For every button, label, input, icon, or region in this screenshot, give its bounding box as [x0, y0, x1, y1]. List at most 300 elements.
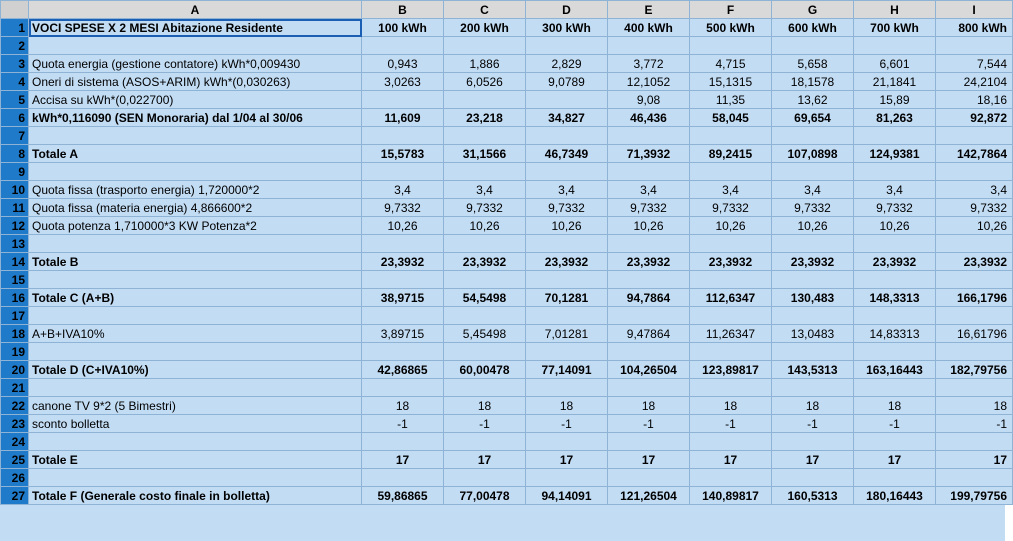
cell-i-value[interactable]: 16,61796	[936, 325, 1013, 343]
table-row	[1, 163, 1013, 181]
column-header-i[interactable]: I	[936, 1, 1013, 19]
cell-c-value[interactable]: 60,00478	[444, 361, 526, 379]
cell-e-value[interactable]: 23,3932	[608, 253, 690, 271]
cell-d-value[interactable]: 34,827	[526, 109, 608, 127]
cell-i-value[interactable]	[936, 271, 1013, 289]
column-header-b[interactable]: B	[362, 1, 444, 19]
cell-e-value[interactable]: 10,26	[608, 217, 690, 235]
cell-d-value[interactable]: 9,0789	[526, 73, 608, 91]
cell-e-value[interactable]: 9,47864	[608, 325, 690, 343]
cell-i-value[interactable]: 18	[936, 397, 1013, 415]
table-row	[1, 91, 1013, 109]
cell-h-value[interactable]: 3,4	[854, 181, 936, 199]
cell-a-label[interactable]	[29, 343, 362, 361]
cell-e-value[interactable]	[608, 235, 690, 253]
cell-h-value[interactable]: 14,83313	[854, 325, 936, 343]
cell-i-value[interactable]: 18,16	[936, 91, 1013, 109]
cell-g-value[interactable]: 143,5313	[772, 361, 854, 379]
cell-d-value[interactable]: 3,4	[526, 181, 608, 199]
cell-d-value[interactable]	[526, 91, 608, 109]
cell-f-value[interactable]: 4,715	[690, 55, 772, 73]
cell-d-value[interactable]: 10,26	[526, 217, 608, 235]
table-row	[1, 469, 1013, 487]
column-header-row	[1, 1, 1013, 19]
cell-i-value[interactable]	[936, 127, 1013, 145]
row-header[interactable]: 7	[1, 127, 29, 145]
cell-d-value[interactable]	[526, 469, 608, 487]
cell-g-value[interactable]: 18	[772, 397, 854, 415]
cell-h-value[interactable]	[854, 127, 936, 145]
cell-d-value[interactable]: 9,7332	[526, 199, 608, 217]
cell-i-value[interactable]: 92,872	[936, 109, 1013, 127]
cell-c-value[interactable]	[444, 91, 526, 109]
table-row	[1, 253, 1013, 271]
cell-i-value[interactable]: 17	[936, 451, 1013, 469]
cell-c-value[interactable]: 9,7332	[444, 199, 526, 217]
cell-e-value[interactable]	[608, 433, 690, 451]
cell-a-label[interactable]: A+B+IVA10%	[29, 325, 362, 343]
cell-d-value[interactable]: 17	[526, 451, 608, 469]
cell-b-value[interactable]	[362, 91, 444, 109]
cell-a-label[interactable]	[29, 163, 362, 181]
cell-b-value[interactable]	[362, 307, 444, 325]
cell-d-value[interactable]: 2,829	[526, 55, 608, 73]
cell-e-value[interactable]: -1	[608, 415, 690, 433]
cell-c-value[interactable]	[444, 433, 526, 451]
cell-d-value[interactable]	[526, 235, 608, 253]
column-header-d[interactable]: D	[526, 1, 608, 19]
cell-a-label[interactable]: Quota potenza 1,710000*3 KW Potenza*2	[29, 217, 362, 235]
cell-f-value[interactable]: 11,26347	[690, 325, 772, 343]
cell-b-value[interactable]	[362, 127, 444, 145]
table-row	[1, 379, 1013, 397]
cell-h-value[interactable]: 700 kWh	[854, 19, 936, 37]
cell-h-value[interactable]: 10,26	[854, 217, 936, 235]
cell-e-value[interactable]: 17	[608, 451, 690, 469]
cell-h-value[interactable]: 148,3313	[854, 289, 936, 307]
cell-g-value[interactable]	[772, 469, 854, 487]
cell-a-label[interactable]	[29, 37, 362, 55]
cell-b-value[interactable]: 38,9715	[362, 289, 444, 307]
cell-f-value[interactable]: 11,35	[690, 91, 772, 109]
cell-c-value[interactable]: 54,5498	[444, 289, 526, 307]
cell-h-value[interactable]	[854, 307, 936, 325]
row-header[interactable]: 4	[1, 73, 29, 91]
cell-d-value[interactable]	[526, 307, 608, 325]
cell-a-label[interactable]	[29, 235, 362, 253]
cell-d-value[interactable]: 46,7349	[526, 145, 608, 163]
cell-i-value[interactable]	[936, 37, 1013, 55]
cell-e-value[interactable]	[608, 271, 690, 289]
cell-g-value[interactable]	[772, 235, 854, 253]
cell-c-value[interactable]	[444, 127, 526, 145]
column-header-g[interactable]: G	[772, 1, 854, 19]
cell-g-value[interactable]	[772, 271, 854, 289]
cell-h-value[interactable]: 15,89	[854, 91, 936, 109]
cell-f-value[interactable]: 89,2415	[690, 145, 772, 163]
cell-b-value[interactable]: 9,7332	[362, 199, 444, 217]
cell-f-value[interactable]	[690, 127, 772, 145]
row-header[interactable]: 1	[1, 19, 29, 37]
cell-d-value[interactable]	[526, 163, 608, 181]
row-header[interactable]: 6	[1, 109, 29, 127]
cell-b-value[interactable]	[362, 163, 444, 181]
table-row	[1, 73, 1013, 91]
table-row	[1, 415, 1013, 433]
row-header[interactable]: 12	[1, 217, 29, 235]
cell-e-value[interactable]: 104,26504	[608, 361, 690, 379]
cell-a-label[interactable]: sconto bolletta	[29, 415, 362, 433]
cell-f-value[interactable]	[690, 379, 772, 397]
cell-e-value[interactable]: 3,4	[608, 181, 690, 199]
cell-i-value[interactable]: 9,7332	[936, 199, 1013, 217]
cell-h-value[interactable]	[854, 469, 936, 487]
column-header-f[interactable]: F	[690, 1, 772, 19]
cell-e-value[interactable]: 9,7332	[608, 199, 690, 217]
cell-d-value[interactable]	[526, 343, 608, 361]
cell-h-value[interactable]: 17	[854, 451, 936, 469]
cell-d-value[interactable]	[526, 379, 608, 397]
cell-f-value[interactable]: 17	[690, 451, 772, 469]
cell-b-value[interactable]: 18	[362, 397, 444, 415]
cell-a-label[interactable]: canone TV 9*2 (5 Bimestri)	[29, 397, 362, 415]
cell-e-value[interactable]	[608, 307, 690, 325]
cell-c-value[interactable]: 5,45498	[444, 325, 526, 343]
cell-g-value[interactable]	[772, 343, 854, 361]
cell-b-value[interactable]: 15,5783	[362, 145, 444, 163]
cell-a-label[interactable]: kWh*0,116090 (SEN Monoraria) dal 1/04 al 30/06	[29, 109, 362, 127]
cell-h-value[interactable]	[854, 433, 936, 451]
cell-b-value[interactable]	[362, 235, 444, 253]
cell-d-value[interactable]	[526, 433, 608, 451]
row-header[interactable]: 25	[1, 451, 29, 469]
cell-a-label[interactable]: Quota energia (gestione contatore) kWh*0,009430	[29, 55, 362, 73]
cell-h-value[interactable]	[854, 163, 936, 181]
cell-g-value[interactable]: 130,483	[772, 289, 854, 307]
cell-c-value[interactable]: 6,0526	[444, 73, 526, 91]
cell-i-value[interactable]	[936, 379, 1013, 397]
row-header[interactable]: 14	[1, 253, 29, 271]
row-header[interactable]: 8	[1, 145, 29, 163]
cell-e-value[interactable]	[608, 469, 690, 487]
table-row	[1, 433, 1013, 451]
cell-i-value[interactable]	[936, 163, 1013, 181]
cell-h-value[interactable]	[854, 343, 936, 361]
cell-i-value[interactable]	[936, 307, 1013, 325]
row-header[interactable]: 20	[1, 361, 29, 379]
row-header[interactable]: 26	[1, 469, 29, 487]
cell-i-value[interactable]: 7,544	[936, 55, 1013, 73]
cell-i-value[interactable]: 3,4	[936, 181, 1013, 199]
cell-b-value[interactable]: 3,89715	[362, 325, 444, 343]
cell-b-value[interactable]	[362, 379, 444, 397]
cell-a-label[interactable]: Totale F (Generale costo finale in bolletta)	[29, 487, 362, 505]
column-header-a[interactable]: A	[29, 1, 362, 19]
row-header[interactable]: 5	[1, 91, 29, 109]
row-header[interactable]: 16	[1, 289, 29, 307]
cell-e-value[interactable]: 94,7864	[608, 289, 690, 307]
cell-d-value[interactable]	[526, 37, 608, 55]
cell-i-value[interactable]: -1	[936, 415, 1013, 433]
cell-c-value[interactable]: 31,1566	[444, 145, 526, 163]
cell-b-value[interactable]: 100 kWh	[362, 19, 444, 37]
row-header[interactable]: 22	[1, 397, 29, 415]
cell-a-label[interactable]: Totale E	[29, 451, 362, 469]
cell-b-value[interactable]: 23,3932	[362, 253, 444, 271]
cell-f-value[interactable]: -1	[690, 415, 772, 433]
cell-f-value[interactable]	[690, 271, 772, 289]
cell-e-value[interactable]	[608, 37, 690, 55]
table-row	[1, 127, 1013, 145]
cell-c-value[interactable]: 3,4	[444, 181, 526, 199]
cell-f-value[interactable]: 123,89817	[690, 361, 772, 379]
cell-h-value[interactable]	[854, 235, 936, 253]
cell-e-value[interactable]: 3,772	[608, 55, 690, 73]
cell-i-value[interactable]	[936, 469, 1013, 487]
table-row	[1, 235, 1013, 253]
cell-b-value[interactable]: 11,609	[362, 109, 444, 127]
row-header[interactable]: 11	[1, 199, 29, 217]
cell-c-value[interactable]: 77,00478	[444, 487, 526, 505]
cell-d-value[interactable]: 300 kWh	[526, 19, 608, 37]
table-row	[1, 325, 1013, 343]
table-row	[1, 199, 1013, 217]
table-row	[1, 271, 1013, 289]
cell-i-value[interactable]: 800 kWh	[936, 19, 1013, 37]
cell-b-value[interactable]: 3,4	[362, 181, 444, 199]
cell-c-value[interactable]: -1	[444, 415, 526, 433]
cell-i-value[interactable]	[936, 343, 1013, 361]
cell-i-value[interactable]: 23,3932	[936, 253, 1013, 271]
cell-f-value[interactable]: 10,26	[690, 217, 772, 235]
cell-d-value[interactable]: 7,01281	[526, 325, 608, 343]
cell-h-value[interactable]: 81,263	[854, 109, 936, 127]
cell-h-value[interactable]: 6,601	[854, 55, 936, 73]
cell-b-value[interactable]	[362, 469, 444, 487]
cell-g-value[interactable]: 13,0483	[772, 325, 854, 343]
cell-b-value[interactable]: 0,943	[362, 55, 444, 73]
cell-h-value[interactable]	[854, 379, 936, 397]
cell-g-value[interactable]: 69,654	[772, 109, 854, 127]
cell-a-label[interactable]: Quota fissa (materia energia) 4,866600*2	[29, 199, 362, 217]
table-row	[1, 181, 1013, 199]
cell-f-value[interactable]	[690, 469, 772, 487]
cell-b-value[interactable]	[362, 271, 444, 289]
cell-g-value[interactable]: -1	[772, 415, 854, 433]
grid-body	[1, 19, 1013, 505]
cell-f-value[interactable]: 15,1315	[690, 73, 772, 91]
cell-f-value[interactable]: 23,3932	[690, 253, 772, 271]
cell-f-value[interactable]	[690, 433, 772, 451]
select-all-corner[interactable]	[1, 1, 29, 19]
cell-a-label[interactable]	[29, 433, 362, 451]
column-header-h[interactable]: H	[854, 1, 936, 19]
cell-c-value[interactable]	[444, 37, 526, 55]
cell-g-value[interactable]: 23,3932	[772, 253, 854, 271]
cell-g-value[interactable]: 9,7332	[772, 199, 854, 217]
cell-c-value[interactable]: 23,218	[444, 109, 526, 127]
cell-h-value[interactable]: 180,16443	[854, 487, 936, 505]
cell-c-value[interactable]	[444, 307, 526, 325]
cell-a-label[interactable]: Totale B	[29, 253, 362, 271]
cell-e-value[interactable]	[608, 343, 690, 361]
cell-b-value[interactable]: 3,0263	[362, 73, 444, 91]
cell-a-label[interactable]: Quota fissa (trasporto energia) 1,720000*2	[29, 181, 362, 199]
cell-g-value[interactable]	[772, 37, 854, 55]
cell-a-label[interactable]: Totale A	[29, 145, 362, 163]
cell-a-label[interactable]	[29, 271, 362, 289]
row-header[interactable]: 21	[1, 379, 29, 397]
cell-f-value[interactable]: 3,4	[690, 181, 772, 199]
cell-h-value[interactable]: 18	[854, 397, 936, 415]
row-header[interactable]: 3	[1, 55, 29, 73]
cell-h-value[interactable]	[854, 271, 936, 289]
cell-a-label[interactable]: Totale C (A+B)	[29, 289, 362, 307]
row-header[interactable]: 2	[1, 37, 29, 55]
cell-h-value[interactable]: 9,7332	[854, 199, 936, 217]
cell-b-value[interactable]: -1	[362, 415, 444, 433]
cell-d-value[interactable]: 23,3932	[526, 253, 608, 271]
cell-c-value[interactable]	[444, 235, 526, 253]
cell-c-value[interactable]: 18	[444, 397, 526, 415]
cell-g-value[interactable]: 13,62	[772, 91, 854, 109]
cell-h-value[interactable]: 124,9381	[854, 145, 936, 163]
row-header[interactable]: 13	[1, 235, 29, 253]
row-header[interactable]: 19	[1, 343, 29, 361]
cell-d-value[interactable]: 77,14091	[526, 361, 608, 379]
cell-h-value[interactable]: 21,1841	[854, 73, 936, 91]
cell-e-value[interactable]: 18	[608, 397, 690, 415]
cell-a-label[interactable]	[29, 127, 362, 145]
cell-f-value[interactable]	[690, 163, 772, 181]
cell-d-value[interactable]: 18	[526, 397, 608, 415]
cell-h-value[interactable]: 23,3932	[854, 253, 936, 271]
cell-i-value[interactable]: 166,1796	[936, 289, 1013, 307]
cell-f-value[interactable]	[690, 307, 772, 325]
column-header-c[interactable]: C	[444, 1, 526, 19]
cell-e-value[interactable]: 400 kWh	[608, 19, 690, 37]
cell-e-value[interactable]: 71,3932	[608, 145, 690, 163]
cell-g-value[interactable]	[772, 379, 854, 397]
cell-g-value[interactable]: 17	[772, 451, 854, 469]
cell-d-value[interactable]: -1	[526, 415, 608, 433]
cell-c-value[interactable]: 1,886	[444, 55, 526, 73]
cell-b-value[interactable]	[362, 433, 444, 451]
cell-e-value[interactable]: 9,08	[608, 91, 690, 109]
cell-f-value[interactable]: 9,7332	[690, 199, 772, 217]
cell-a-label[interactable]: Totale D (C+IVA10%)	[29, 361, 362, 379]
cell-h-value[interactable]: 163,16443	[854, 361, 936, 379]
cell-g-value[interactable]	[772, 127, 854, 145]
cell-i-value[interactable]	[936, 433, 1013, 451]
cell-g-value[interactable]	[772, 433, 854, 451]
cell-a-label[interactable]	[29, 469, 362, 487]
row-header[interactable]: 24	[1, 433, 29, 451]
cell-a-label[interactable]: VOCI SPESE X 2 MESI Abitazione Residente	[29, 19, 362, 37]
table-row	[1, 487, 1013, 505]
cell-b-value[interactable]	[362, 37, 444, 55]
cell-g-value[interactable]: 3,4	[772, 181, 854, 199]
cell-c-value[interactable]	[444, 343, 526, 361]
cell-i-value[interactable]: 199,79756	[936, 487, 1013, 505]
cell-f-value[interactable]: 112,6347	[690, 289, 772, 307]
table-row	[1, 109, 1013, 127]
cell-b-value[interactable]	[362, 343, 444, 361]
cell-e-value[interactable]	[608, 127, 690, 145]
cell-i-value[interactable]: 24,2104	[936, 73, 1013, 91]
cell-i-value[interactable]: 10,26	[936, 217, 1013, 235]
table-row	[1, 37, 1013, 55]
cell-f-value[interactable]: 58,045	[690, 109, 772, 127]
cell-e-value[interactable]: 121,26504	[608, 487, 690, 505]
cell-e-value[interactable]: 12,1052	[608, 73, 690, 91]
cell-d-value[interactable]: 70,1281	[526, 289, 608, 307]
cell-b-value[interactable]: 17	[362, 451, 444, 469]
cell-c-value[interactable]	[444, 469, 526, 487]
cell-c-value[interactable]: 23,3932	[444, 253, 526, 271]
cell-g-value[interactable]	[772, 163, 854, 181]
cell-f-value[interactable]	[690, 235, 772, 253]
cell-g-value[interactable]: 5,658	[772, 55, 854, 73]
cell-c-value[interactable]: 17	[444, 451, 526, 469]
cell-i-value[interactable]: 182,79756	[936, 361, 1013, 379]
cell-g-value[interactable]: 18,1578	[772, 73, 854, 91]
row-header[interactable]: 17	[1, 307, 29, 325]
cell-g-value[interactable]: 160,5313	[772, 487, 854, 505]
cell-f-value[interactable]: 18	[690, 397, 772, 415]
cell-b-value[interactable]: 59,86865	[362, 487, 444, 505]
cell-a-label[interactable]	[29, 379, 362, 397]
cell-i-value[interactable]	[936, 235, 1013, 253]
row-header[interactable]: 23	[1, 415, 29, 433]
cell-c-value[interactable]: 200 kWh	[444, 19, 526, 37]
cell-f-value[interactable]	[690, 343, 772, 361]
cell-c-value[interactable]	[444, 271, 526, 289]
cell-d-value[interactable]	[526, 127, 608, 145]
cell-e-value[interactable]: 46,436	[608, 109, 690, 127]
cell-e-value[interactable]	[608, 163, 690, 181]
cell-d-value[interactable]: 94,14091	[526, 487, 608, 505]
cell-f-value[interactable]: 500 kWh	[690, 19, 772, 37]
cell-f-value[interactable]: 140,89817	[690, 487, 772, 505]
cell-g-value[interactable]: 600 kWh	[772, 19, 854, 37]
cell-c-value[interactable]: 10,26	[444, 217, 526, 235]
cell-h-value[interactable]: -1	[854, 415, 936, 433]
row-header[interactable]: 9	[1, 163, 29, 181]
cell-h-value[interactable]	[854, 37, 936, 55]
row-header[interactable]: 10	[1, 181, 29, 199]
cell-f-value[interactable]	[690, 37, 772, 55]
cell-e-value[interactable]	[608, 379, 690, 397]
row-header[interactable]: 27	[1, 487, 29, 505]
cell-b-value[interactable]: 10,26	[362, 217, 444, 235]
cell-d-value[interactable]	[526, 271, 608, 289]
cell-a-label[interactable]: Oneri di sistema (ASOS+ARIM) kWh*(0,030263)	[29, 73, 362, 91]
cell-c-value[interactable]	[444, 379, 526, 397]
cell-a-label[interactable]: Accisa su kWh*(0,022700)	[29, 91, 362, 109]
table-row	[1, 19, 1013, 37]
cell-g-value[interactable]: 10,26	[772, 217, 854, 235]
row-header[interactable]: 18	[1, 325, 29, 343]
cell-c-value[interactable]	[444, 163, 526, 181]
cell-g-value[interactable]	[772, 307, 854, 325]
column-header-e[interactable]: E	[608, 1, 690, 19]
cell-a-label[interactable]	[29, 307, 362, 325]
cell-i-value[interactable]: 142,7864	[936, 145, 1013, 163]
cell-g-value[interactable]: 107,0898	[772, 145, 854, 163]
row-header[interactable]: 15	[1, 271, 29, 289]
cell-b-value[interactable]: 42,86865	[362, 361, 444, 379]
